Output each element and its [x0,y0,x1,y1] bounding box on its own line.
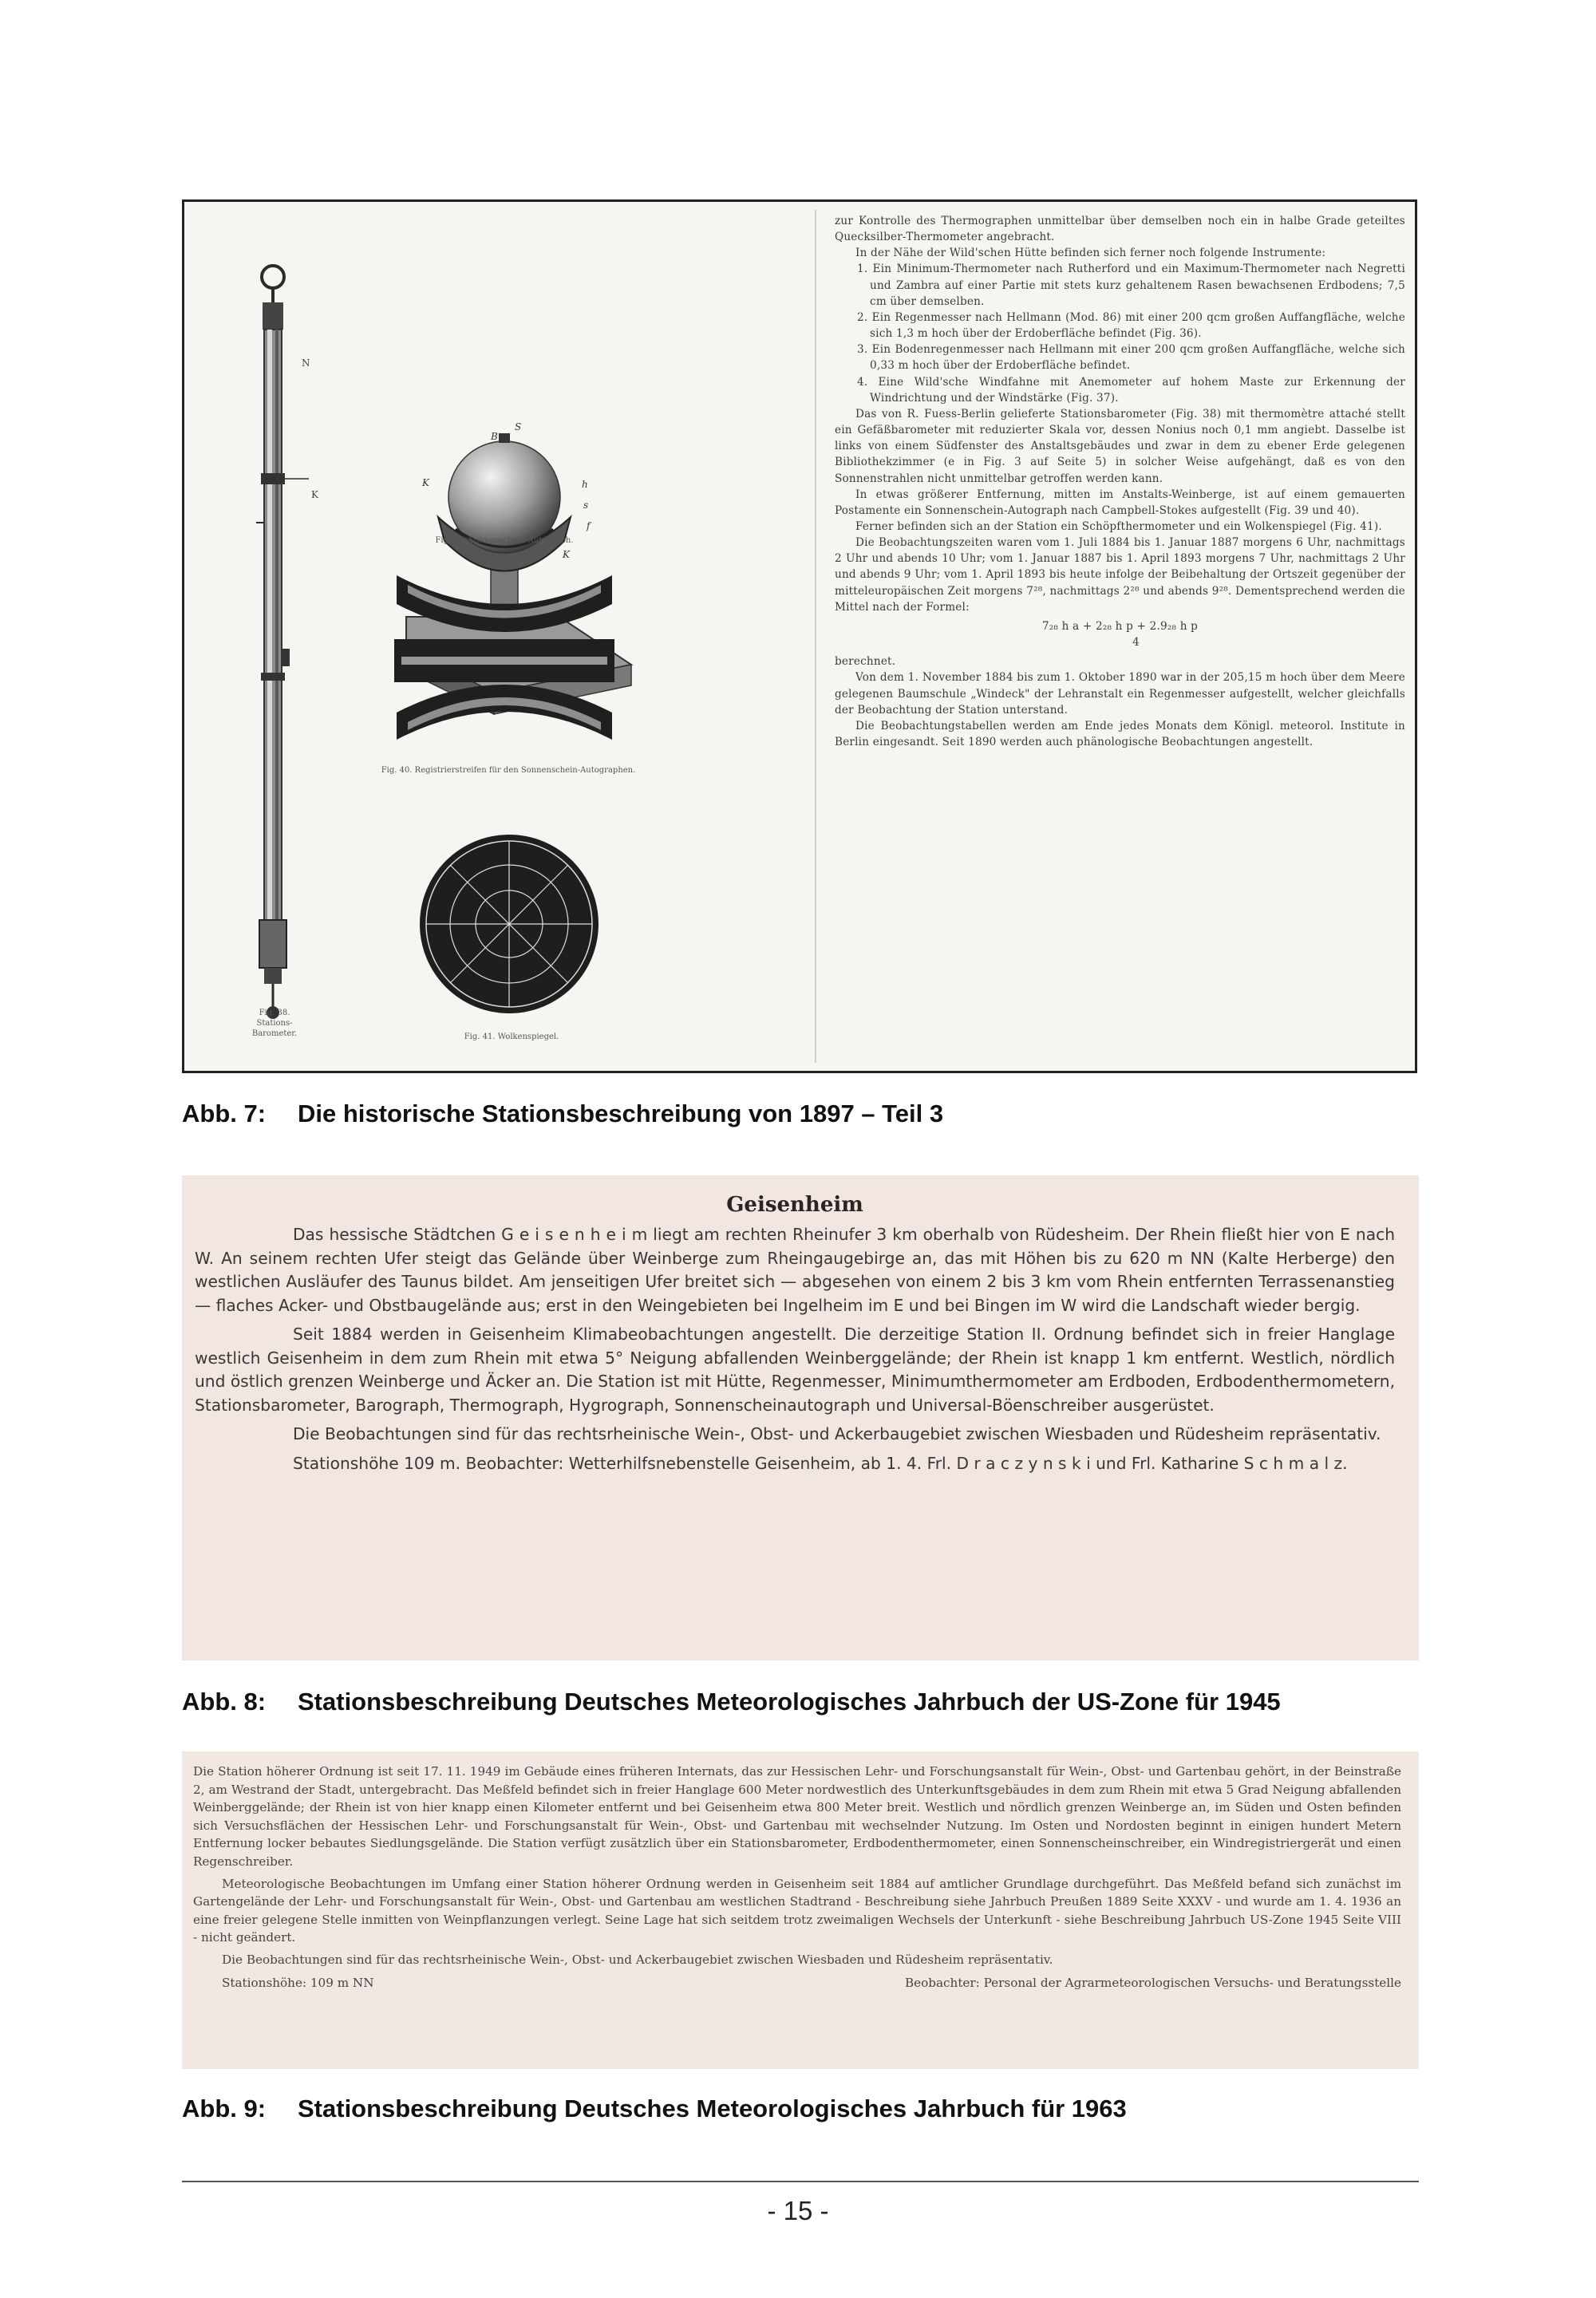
cloud-mirror-illustration [420,835,598,1013]
fig39-caption: Fig. 39. Sonnenschein-Autograph. [435,536,574,545]
historic-paragraph: berechnet. [835,655,896,669]
caption-label: Abb. 9: [182,2095,267,2122]
historic-list-item: 2. Ein Regenmesser nach Hellmann (Mod. 86) mit einer 200 qcm großen Auffangfläche, welche sich 1,3 m hoch über der Erdoberfläche befindet (Fig. 36). [857,310,1405,341]
observer: Beobachter: Personal der Agrarmeteorologischen Versuchs- und Beratungsstelle [904,1975,1401,1990]
description-paragraph: Die Station höherer Ordnung ist seit 17. 11. 1949 im Gebäude eines früheren Internats, das zur Hessischen Lehr- und Forschungsanstalt für Wein-, Obst- und Gartenbau gehört, in der Beinstraße 2, am Westrand der Stadt, untergebracht. Das Meßfeld befindet sich in freier Hanglage 600 Meter nordwestlich des Unterkunftsgebäudes in dem zum Rhein mit etwa 5 Grad Neigung abfallenden Weinberggelände; der Rhein ist von hier knapp einen Kilometer entfernt und bei Geisenheim etwa 800 Meter breit. Westlich und nördlich grenzen Weinberge an, im Süden und Osten befinden sich Versuchsflächen der Hessischen Lehr- und Forschungsanstalt für Wein-, Obst- und Gartenbau mit wechselnder Nutzung. Im Osten und Nordosten beginnt in einigen hundert Metern Entfernung locker bebautes Siedlungsgelände. Die Station verfügt zusätzlich über ein Stationsbarometer, Erdbodenthermometer, einen Sonnenscheinschreiber, ein Windregistriergerät und einen Regenschreiber. [193,1764,1401,1869]
description-paragraph: Die Beobachtungen sind für das rechtsrheinische Wein-, Obst- und Ackerbaugebiet zwischen Wiesbaden und Rüdesheim repräsentativ. [293,1424,1381,1443]
historic-paragraph: Von dem 1. November 1884 bis zum 1. Oktober 1890 war in der 205,15 m hoch über dem Meere gelegenen Baumschule „Windeck" der Lehranstalt ein Regenmesser aufgestellt, welcher gleichfalls der Beobachtung der Station unterstand. [835,671,1405,717]
footer-rule [182,2181,1419,2182]
historic-paragraph: Ferner befinden sich an der Station ein Schöpfthermometer und ein Wolkenspiegel (Fig. 41). [855,519,1382,533]
figure-8-1945-description [182,1175,1419,1660]
historic-paragraph: Die Beobachtungszeiten waren vom 1. Juli 1884 bis 1. Januar 1887 morgens 6 Uhr, nachmittags 2 Uhr und abends 10 Uhr; vom 1. Januar 1887 bis 1. April 1893 morgens 7 Uhr, nachmittags 2 Uhr und abends 9 Uhr; vom 1. April 1893 bis heute infolge der Beibehaltung der Ortszeit gegenüber der mitteleuropäischen Zeit morgens 7²⁸, nachmittags 2²⁸ und abends 9²⁸. Dementsprechend werden die Mittel nach der Formel: [835,536,1405,614]
fig38-caption [231,1008,318,1039]
station-title: Geisenheim [726,1193,863,1217]
fig38-caption-line: Barometer. [251,1029,298,1038]
historic-list-item: 3. Ein Bodenregenmesser nach Hellmann mit einer 200 qcm großen Auffangfläche, welche sich 0,33 m hoch über der Erdoberfläche befindet. [857,343,1405,373]
caption-label: Abb. 8: [182,1688,267,1716]
description-paragraph: Stationshöhe 109 m. Beobachter: Wetterhilfsnebenstelle Geisenheim, ab 1. 4. Frl. D r a c z y n s k i und Frl. Katharine S c h m a l z. [293,1453,1348,1473]
historic-illustrations [184,202,815,1072]
figure-9-1963-description [182,1751,1419,2069]
fig40-caption: Fig. 40. Registrierstreifen für den Sonnenschein-Autographen. [381,766,636,775]
description-paragraph: Meteorologische Beobachtungen im Umfang einer Station höherer Ordnung werden in Geisenheim seit 1884 auf amtlicher Grundlage durchgeführt. Das Meßfeld befand sich zunächst im Gartengelände der Lehr- und Forschungsanstalt für Wein-, Obst- und Gartenbau am westlichen Stadtrand - Beschreibung siehe Jahrbuch Preußen 1889 Seite XXXV - und wurde am 1. 4. 1936 an eine freier gelegene Stelle inmitten von Weinpflanzungen verlegt. Seine Lage hat sich seitdem trotz zweimaligen Wechsels der Unterkunft - siehe Beschreibung Jahrbuch US-Zone 1945 Seite VIII - nicht geändert. [193,1876,1401,1945]
caption-text: Stationsbeschreibung Deutsches Meteorologisches Jahrbuch der US-Zone für 1945 [298,1688,1281,1716]
formula-denominator: 4 [1132,636,1140,650]
autograph-label-k1: K [422,477,429,488]
autograph-label-b: B [491,431,498,442]
description-paragraph: Die Beobachtungen sind für das rechtsrheinische Wein-, Obst- und Ackerbaugebiet zwischen Wiesbaden und Rüdesheim repräsentativ. [222,1952,1053,1967]
barometer-label-n: N [302,357,310,369]
description-paragraph: Seit 1884 werden in Geisenheim Klimabeobachtungen angestellt. Die derzeitige Station II. Ordnung befindet sich in freier Hanglage westlich Geisenheim in dem zum Rhein mit etwa 5° Neigung abfallenden Weinberggelände; der Rhein ist knapp 1 km entfernt. Westlich, nördlich und östlich grenzen Weinberge und Äcker an. Die Station ist mit Hütte, Regenmesser, Minimumthermometer am Erdboden, Erdbodenthermometern, Stationsbarometer, Barograph, Thermograph, Hygrograph, Sonnenscheinautograph und Universal-Böenschreiber ausgerüstet. [195,1325,1395,1415]
historic-text-column [835,213,1405,1063]
station-height: Stationshöhe: 109 m NN [222,1975,374,1990]
historic-paragraph: Das von R. Fuess-Berlin gelieferte Stationsbarometer (Fig. 38) mit thermomètre attaché stellt ein Gefäßbarometer mit reduzierter Skala vor, dessen Nonius noch 0,1 mm angiebt. Dasselbe ist links von einem Südfenster des Anstaltsgebäudes und zwar in dem zu ebener Erde gelegenen Bibliothekzimmer (e in Fig. 3 auf Seite 5) in solcher Weise aufgehängt, daß es von den Sonnenstrahlen nicht unmittelbar getroffen werden kann. [835,407,1405,485]
autograph-label-h: h [582,479,588,490]
autograph-label-s: S [515,421,522,432]
description-footer [193,1976,1401,1990]
historic-paragraph: In der Nähe der Wild'schen Hütte befinden sich ferner noch folgende Instrumente: [855,247,1326,260]
figure-7-historic-page [182,199,1417,1073]
historic-paragraph: zur Kontrolle des Thermographen unmittelbar über demselben noch ein in halbe Grade geteiltes Quecksilber-Thermometer angebracht. [835,215,1405,244]
historic-list-item: 1. Ein Minimum-Thermometer nach Rutherford und ein Maximum-Thermometer nach Negretti und Zambra auf einer Partie mit stets kurz gehaltenem Rasen bewachsenen Erdbodens; 7,5 cm über demselben. [857,263,1405,308]
fig41-caption: Fig. 41. Wolkenspiegel. [464,1033,559,1041]
caption-label: Abb. 7: [182,1100,267,1127]
caption-text: Stationsbeschreibung Deutsches Meteorologisches Jahrbuch für 1963 [298,2095,1127,2122]
historic-list-item: 4. Eine Wild'sche Windfahne mit Anemometer auf hohem Maste zur Erkennung der Windrichtung und der Windstärke (Fig. 37). [857,375,1405,405]
historic-paragraph: Die Beobachtungstabellen werden am Ende jedes Monats dem Königl. meteorol. Institute in Berlin eingesandt. Seit 1890 werden auch phänologische Beobachtungen angestellt. [835,719,1405,748]
caption-abb-7 [182,1100,943,1128]
autograph-label-s2: s [583,499,589,511]
description-paragraph: Das hessische Städtchen G e i s e n h e i m liegt am rechten Rheinufer 3 km oberhalb von Rüdesheim. Der Rhein fließt hier von E nach W. An seinem rechten Ufer steigt das Gelände über Weinberge zum Rheingaugebirge an, das mit Höhen bis zu 620 m NN (Kalte Herberge) den westlichen Ausläufer des Taunus bildet. Am jenseitigen Ufer breitet sich — abgesehen von einem 2 bis 3 km vom Rhein entfernten Terrassenanstieg — flaches Acker- und Obstbaugelände aus; erst in den Weingebieten bei Ingelheim im E und bei Bingen im W wird die Landschaft wieder bergig. [195,1225,1395,1315]
historic-paragraph: In etwas größerer Entfernung, mitten im Anstalts-Weinberge, ist auf einem gemauerten Postamente ein Sonnenschein-Autograph nach Campbell-Stokes aufgestellt (Fig. 39 und 40). [835,488,1405,517]
formula-numerator: 7₂₈ h a + 2₂₈ h p + 2.9₂₈ h p [1041,619,1199,633]
barometer-illustration [256,266,309,1019]
caption-abb-8 [182,1688,1281,1716]
page-number: - 15 - [767,2196,829,2225]
barometer-label-k: K [311,489,318,500]
caption-text: Die historische Stationsbeschreibung von 1897 – Teil 3 [298,1100,944,1127]
autograph-label-k2: K [563,549,570,560]
autograph-label-f: f [587,520,591,531]
fig38-caption-line: Fig. 38. [259,1009,290,1017]
caption-abb-9 [182,2095,1127,2123]
fig38-caption-line: Stations- [256,1019,293,1028]
page-fold [815,210,816,1063]
